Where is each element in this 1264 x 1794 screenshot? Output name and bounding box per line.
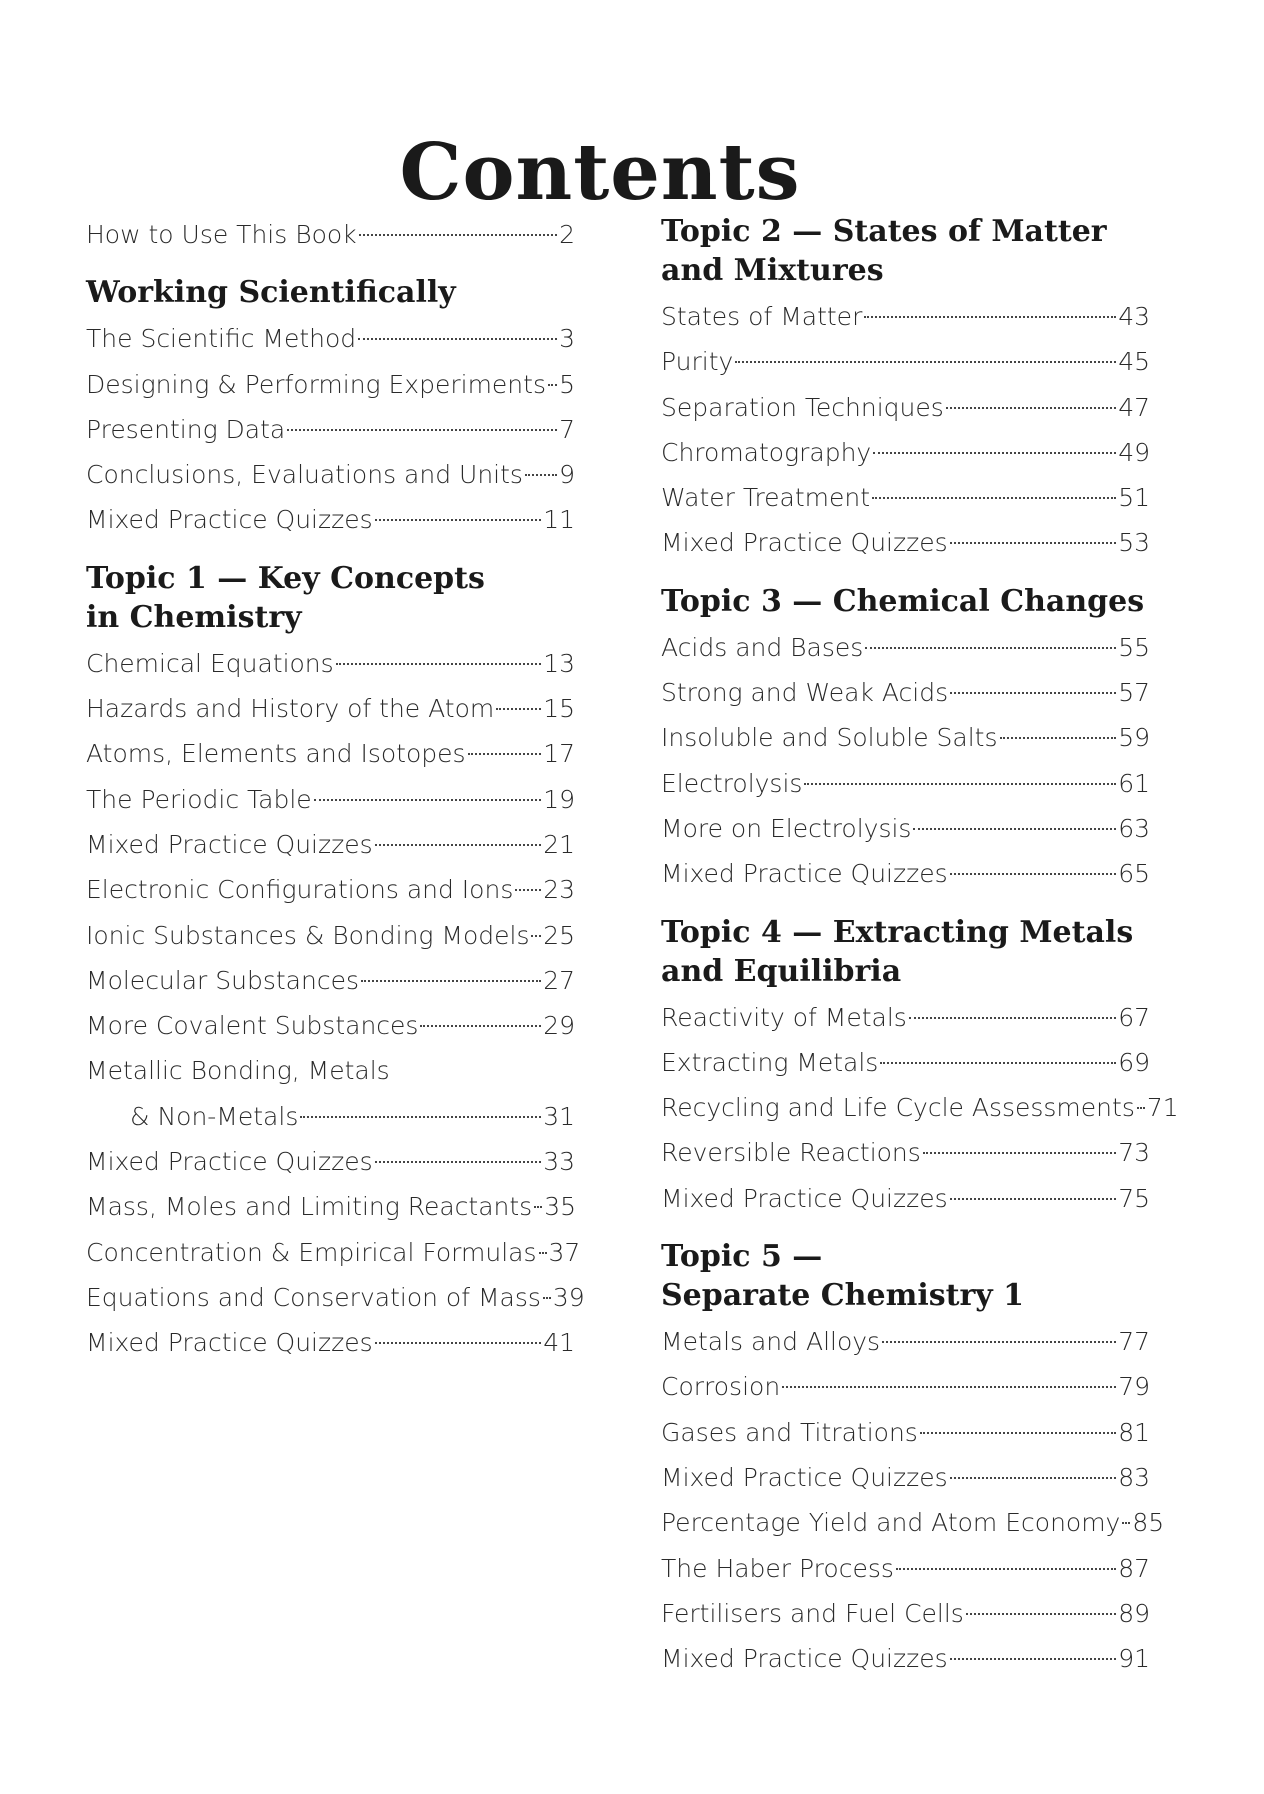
page-title: Contents <box>399 127 801 219</box>
dot-leader <box>300 1116 541 1118</box>
toc-entry-acids-and-bases[interactable] <box>661 625 1150 670</box>
dot-leader <box>950 542 1117 544</box>
toc-entry-molecular-substances[interactable] <box>86 958 575 1003</box>
dot-leader <box>375 1161 542 1163</box>
toc-entry-page-number: 37 <box>548 1237 581 1267</box>
dot-leader <box>909 1017 1116 1019</box>
toc-section <box>661 1237 1165 1681</box>
section-heading-line: Working Scientifically <box>86 275 456 311</box>
toc-entry-mixed-practice-quizzes[interactable] <box>86 1139 575 1184</box>
toc-entry-page-number: 55 <box>1118 632 1150 662</box>
toc-entry-page-number: 13 <box>543 648 575 678</box>
toc-section <box>661 582 1150 897</box>
toc-entry-page-number: 2 <box>559 220 575 249</box>
toc-entry-gases-and-titrations[interactable] <box>661 1410 1150 1455</box>
toc-entry-page-number: 35 <box>544 1192 576 1222</box>
toc-entry-chromatography[interactable] <box>661 430 1150 475</box>
toc-entry-mixed-practice-quizzes[interactable] <box>661 1636 1150 1681</box>
dot-leader <box>375 1342 542 1344</box>
toc-entry-page-number: 83 <box>1118 1462 1150 1492</box>
dot-leader <box>946 407 1116 409</box>
toc-entry-page-number: 29 <box>543 1011 575 1041</box>
toc-entry-label: Strong and Weak Acids <box>661 678 949 708</box>
toc-entry-recycling-and-life-cycle-assessments[interactable] <box>661 1085 1179 1130</box>
toc-entry-page-number: 69 <box>1118 1047 1150 1077</box>
section-heading-line: Topic 3 — Chemical Changes <box>661 583 1145 619</box>
dot-leader <box>336 663 542 665</box>
toc-entry-label: Fertilisers and Fuel Cells <box>661 1598 964 1628</box>
toc-entry-atoms-elements-and-isotopes[interactable] <box>86 731 575 776</box>
toc-entry-page-number: 57 <box>1118 678 1150 708</box>
dot-leader <box>735 361 1116 363</box>
toc-entry-insoluble-and-soluble-salts[interactable] <box>661 715 1150 760</box>
toc-section <box>86 212 575 257</box>
toc-entry-reversible-reactions[interactable] <box>661 1130 1150 1175</box>
toc-entry-label: Mass, Moles and Limiting Reactants <box>86 1192 533 1222</box>
toc-entry-mixed-practice-quizzes[interactable] <box>661 851 1150 896</box>
toc-entry-chemical-equations[interactable] <box>86 641 575 686</box>
toc-entry-label: Concentration & Empirical Formulas <box>86 1237 537 1267</box>
section-heading-line: Topic 1 — Key Concepts <box>86 560 485 596</box>
dot-leader <box>375 519 542 521</box>
toc-entry-metals-and-alloys[interactable] <box>661 1319 1150 1364</box>
toc-entry-label: Mixed Practice Quizzes <box>661 859 948 889</box>
toc-entry-page-number: 47 <box>1118 392 1150 422</box>
toc-entry-page-number: 15 <box>543 694 575 724</box>
toc-entry-page-number: 87 <box>1118 1553 1150 1583</box>
toc-entry-metallic-bonding-metals[interactable] <box>86 1048 575 1093</box>
section-heading-line: Topic 4 — Extracting Metals <box>661 914 1134 950</box>
dot-leader <box>375 844 542 846</box>
toc-entry-the-haber-process[interactable] <box>661 1546 1150 1591</box>
toc-entry-label: Molecular Substances <box>86 965 359 995</box>
toc-entry-label: More on Electrolysis <box>661 813 912 843</box>
toc-entry-extracting-metals[interactable] <box>661 1040 1150 1085</box>
dot-leader <box>539 1252 547 1254</box>
dot-leader <box>804 783 1116 785</box>
toc-entry-presenting-data[interactable] <box>86 407 575 452</box>
toc-entry-page-number: 91 <box>1118 1644 1150 1674</box>
dot-leader <box>882 1341 1116 1343</box>
toc-entry-page-number: 23 <box>543 875 575 905</box>
dot-leader <box>534 1206 542 1208</box>
toc-entry-page-number: 9 <box>559 460 575 490</box>
section-heading-line: Topic 2 — States of Matter <box>661 214 1107 249</box>
toc-entry-label: Electrolysis <box>661 768 803 798</box>
contents-right-column <box>661 212 1179 1681</box>
toc-entry-page-number: 77 <box>1118 1327 1150 1357</box>
dot-leader <box>950 1477 1117 1479</box>
toc-entry-label: & Non-Metals <box>130 1101 299 1131</box>
dot-leader <box>420 1025 541 1027</box>
toc-section <box>661 913 1179 1221</box>
dot-leader <box>865 647 1116 649</box>
contents-left-column <box>86 212 585 1366</box>
section-heading <box>661 913 1150 991</box>
dot-leader <box>1000 737 1117 739</box>
toc-entry-and-non-metals[interactable] <box>86 1094 575 1139</box>
section-heading <box>661 582 1150 621</box>
toc-entry-label: Gases and Titrations <box>661 1417 918 1447</box>
section-heading <box>661 212 1150 290</box>
toc-entry-mixed-practice-quizzes[interactable] <box>661 520 1150 565</box>
toc-entry-mixed-practice-quizzes[interactable] <box>661 1455 1150 1500</box>
toc-entry-equations-and-conservation-of-mass[interactable] <box>86 1275 585 1320</box>
dot-leader <box>872 497 1116 499</box>
dot-leader <box>525 474 557 476</box>
toc-entry-label: Chemical Equations <box>86 648 334 678</box>
dot-leader <box>913 828 1116 830</box>
toc-entry-mixed-practice-quizzes[interactable] <box>86 1320 575 1365</box>
section-heading-line: Topic 5 — <box>661 1239 823 1275</box>
dot-leader <box>966 1613 1116 1615</box>
toc-entry-concentration-and-empirical-formulas[interactable] <box>86 1230 581 1275</box>
toc-entry-mixed-practice-quizzes[interactable] <box>86 497 575 542</box>
toc-entry-label: Chromatography <box>661 437 872 467</box>
toc-entry-page-number: 33 <box>543 1147 575 1177</box>
dot-leader <box>1137 1107 1145 1109</box>
toc-entry-label: Equations and Conservation of Mass <box>86 1282 541 1312</box>
section-heading-line: in Chemistry <box>86 599 302 635</box>
toc-entry-separation-techniques[interactable] <box>661 385 1150 430</box>
toc-entry-label: Atoms, Elements and Isotopes <box>86 739 466 769</box>
toc-entry-label: Separation Techniques <box>661 392 944 422</box>
toc-entry-label: The Haber Process <box>661 1553 894 1583</box>
toc-entry-page-number: 31 <box>543 1101 575 1131</box>
toc-entry-electronic-configurations-and-ions[interactable] <box>86 867 575 912</box>
toc-entry-label: Recycling and Life Cycle Assessments <box>661 1093 1135 1123</box>
dot-leader <box>923 1152 1116 1154</box>
toc-section <box>661 212 1150 566</box>
toc-entry-label: Acids and Bases <box>661 632 864 662</box>
toc-entry-more-on-electrolysis[interactable] <box>661 806 1150 851</box>
dot-leader <box>314 799 542 801</box>
dot-leader <box>496 708 541 710</box>
toc-entry-label: More Covalent Substances <box>86 1011 419 1041</box>
dot-leader <box>361 980 541 982</box>
dot-leader <box>468 753 542 755</box>
toc-entry-water-treatment[interactable] <box>661 475 1150 520</box>
toc-entry-label: Presenting Data <box>86 414 286 444</box>
toc-entry-page-number: 25 <box>543 920 575 950</box>
toc-entry-label: Metals and Alloys <box>661 1327 881 1357</box>
dot-leader <box>287 429 557 431</box>
toc-entry-label: States of Matter <box>661 302 863 331</box>
toc-entry-mixed-practice-quizzes[interactable] <box>86 822 575 867</box>
toc-entry-page-number: 51 <box>1118 483 1150 513</box>
toc-entry-page-number: 27 <box>543 965 575 995</box>
toc-entry-states-of-matter[interactable] <box>661 294 1150 339</box>
toc-entry-label: Mixed Practice Quizzes <box>661 1183 948 1213</box>
toc-entry-label: Corrosion <box>661 1372 781 1402</box>
toc-entry-electrolysis[interactable] <box>661 761 1150 806</box>
toc-entry-label: Designing & Performing Experiments <box>86 369 546 399</box>
toc-entry-page-number: 65 <box>1118 859 1150 889</box>
toc-entry-page-number: 49 <box>1118 437 1150 467</box>
toc-entry-reactivity-of-metals[interactable] <box>661 995 1150 1040</box>
dot-leader <box>548 384 557 386</box>
dot-leader <box>531 935 541 937</box>
section-heading-line: and Mixtures <box>661 253 884 288</box>
toc-entry-conclusions-evaluations-and-units[interactable] <box>86 452 575 497</box>
toc-entry-label: Insoluble and Soluble Salts <box>661 723 998 753</box>
dot-leader <box>950 1658 1117 1660</box>
toc-entry-label: Mixed Practice Quizzes <box>661 528 948 558</box>
toc-entry-page-number: 39 <box>552 1282 585 1312</box>
toc-entry-ionic-substances-and-bonding-models[interactable] <box>86 913 575 958</box>
toc-entry-page-number: 5 <box>559 369 575 399</box>
dot-leader <box>950 1198 1117 1200</box>
toc-entry-hazards-and-history-of-the-atom[interactable] <box>86 686 575 731</box>
toc-entry-designing-and-performing-experiments[interactable] <box>86 362 575 407</box>
toc-entry-page-number: 17 <box>543 739 575 769</box>
dot-leader <box>950 692 1116 694</box>
toc-entry-label: Purity <box>661 347 734 377</box>
toc-entry-label: Mixed Practice Quizzes <box>86 829 373 859</box>
toc-entry-page-number: 67 <box>1118 1002 1150 1032</box>
toc-entry-the-scientific-method[interactable] <box>86 316 575 361</box>
dot-leader <box>515 889 541 891</box>
toc-entry-purity[interactable] <box>661 339 1150 384</box>
toc-entry-page-number: 59 <box>1118 723 1150 753</box>
toc-entry-label: Mixed Practice Quizzes <box>86 505 373 535</box>
section-heading <box>86 273 575 312</box>
toc-entry-label: Mixed Practice Quizzes <box>86 1328 373 1358</box>
toc-entry-page-number: 89 <box>1118 1598 1150 1628</box>
toc-entry-page-number: 73 <box>1118 1138 1150 1168</box>
toc-section <box>86 559 585 1366</box>
dot-leader <box>543 1297 551 1299</box>
toc-entry-label: The Scientific Method <box>86 324 357 354</box>
toc-entry-page-number: 45 <box>1118 347 1150 377</box>
toc-entry-page-number: 19 <box>543 784 575 814</box>
toc-entry-label: Reactivity of Metals <box>661 1002 907 1032</box>
toc-entry-label: Mixed Practice Quizzes <box>661 1462 948 1492</box>
toc-entry-label: Conclusions, Evaluations and Units <box>86 460 523 490</box>
dot-leader <box>358 338 557 340</box>
toc-entry-label: Mixed Practice Quizzes <box>661 1644 948 1674</box>
dot-leader <box>864 316 1116 318</box>
dot-leader <box>359 234 557 236</box>
toc-entry-mass-moles-and-limiting-reactants[interactable] <box>86 1184 575 1229</box>
toc-entry-page-number: 71 <box>1146 1093 1179 1123</box>
dot-leader <box>950 873 1117 875</box>
dot-leader <box>896 1568 1116 1570</box>
toc-entry-fertilisers-and-fuel-cells[interactable] <box>661 1591 1150 1636</box>
dot-leader <box>1122 1522 1130 1524</box>
toc-entry-page-number: 85 <box>1132 1508 1165 1538</box>
toc-entry-mixed-practice-quizzes[interactable] <box>661 1176 1150 1221</box>
toc-entry-page-number: 21 <box>543 829 575 859</box>
toc-entry-page-number: 79 <box>1118 1372 1150 1402</box>
toc-entry-label: Hazards and History of the Atom <box>86 694 495 724</box>
section-heading-line: Separate Chemistry 1 <box>661 1278 1025 1314</box>
toc-entry-page-number: 81 <box>1118 1417 1150 1447</box>
toc-entry-label: Ionic Substances & Bonding Models <box>86 920 530 950</box>
section-heading-line: and Equilibria <box>661 953 902 989</box>
toc-entry-label: Percentage Yield and Atom Economy <box>661 1508 1121 1538</box>
toc-entry-label: Reversible Reactions <box>661 1138 921 1168</box>
toc-entry-page-number: 41 <box>543 1328 575 1358</box>
toc-entry-the-periodic-table[interactable] <box>86 777 575 822</box>
toc-entry-label: Extracting Metals <box>661 1047 879 1077</box>
dot-leader <box>880 1062 1116 1064</box>
toc-entry-label: Water Treatment <box>661 483 871 513</box>
toc-entry-page-number: 7 <box>559 414 575 444</box>
dot-leader <box>920 1432 1116 1434</box>
toc-entry-more-covalent-substances[interactable] <box>86 1003 575 1048</box>
toc-entry-label: Mixed Practice Quizzes <box>86 1147 373 1177</box>
toc-entry-page-number: 61 <box>1118 768 1150 798</box>
toc-entry-page-number: 43 <box>1118 302 1150 331</box>
dot-leader <box>873 452 1116 454</box>
toc-entry-page-number: 53 <box>1118 528 1150 558</box>
toc-entry-page-number: 11 <box>543 505 575 535</box>
section-heading <box>661 1237 1150 1315</box>
toc-entry-label: Metallic Bonding, Metals <box>86 1056 390 1086</box>
toc-entry-page-number: 75 <box>1118 1183 1150 1213</box>
toc-entry-how-to-use-this-book[interactable] <box>86 212 575 257</box>
toc-entry-page-number: 63 <box>1118 813 1150 843</box>
toc-entry-label: The Periodic Table <box>86 784 312 814</box>
dot-leader <box>782 1386 1116 1388</box>
toc-entry-label: Electronic Configurations and Ions <box>86 875 514 905</box>
toc-entry-strong-and-weak-acids[interactable] <box>661 670 1150 715</box>
section-heading <box>86 559 575 637</box>
toc-entry-corrosion[interactable] <box>661 1364 1150 1409</box>
toc-entry-label: How to Use This Book <box>86 220 357 249</box>
toc-section <box>86 273 575 542</box>
toc-entry-percentage-yield-and-atom-economy[interactable] <box>661 1500 1165 1545</box>
toc-entry-page-number: 3 <box>559 324 575 354</box>
